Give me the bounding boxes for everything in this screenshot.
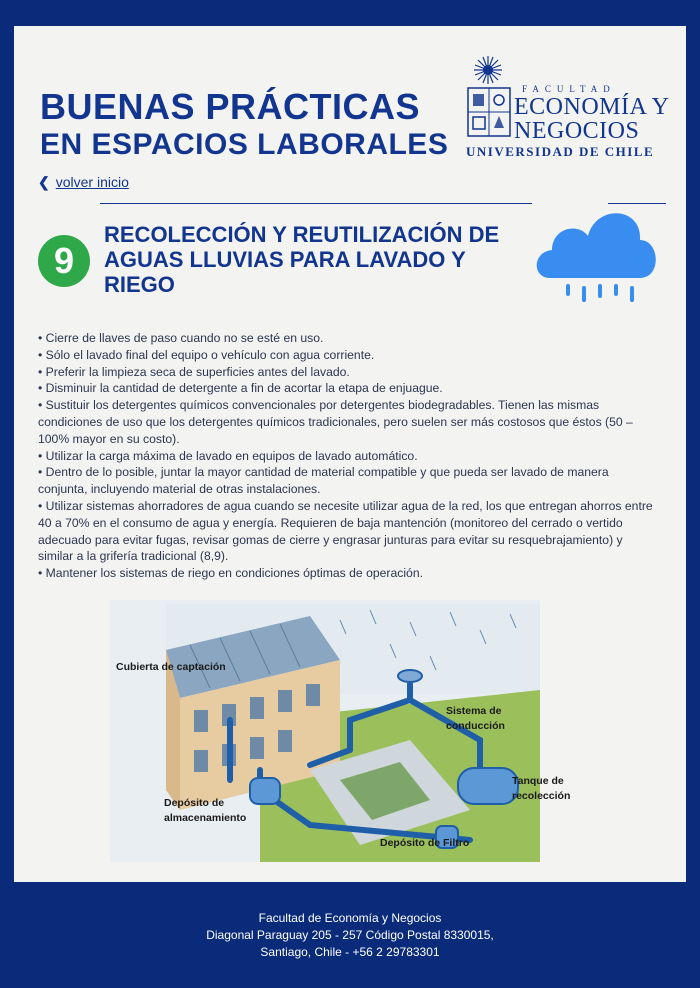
list-item: • Cierre de llaves de paso cuando no se esté en uso. [38,331,324,345]
list-item: • Preferir la limpieza seca de superficies antes del lavado. [38,364,350,379]
section-title: RECOLECCIÓN Y REUTILIZACIÓN DE AGUAS LLUVIAS PARA LAVADO Y RIEGO [104,222,500,297]
chevron-left-icon: ❮ [38,174,50,190]
footer [0,910,700,961]
star-emblem-icon [474,56,502,84]
list-item: • Utilizar la carga máxima de lavado en equipos de lavado automático. [38,448,418,463]
title-line-2: EN ESPACIOS LABORALES [40,128,449,161]
label-storage: Depósito de almacenamiento [164,797,247,824]
label-collection-tank: Tanque de recolección [512,775,571,802]
title-line-1: BUENAS PRÁCTICAS [40,86,421,127]
list-item: • Disminuir la cantidad de detergente a fin de acortar la etapa de enjuague. [38,381,443,396]
footer-line-1: Facultad de Economía y Negocios [258,911,442,925]
logo-line-2: NEGOCIOS [514,118,640,144]
section-number-badge: 9 [38,235,90,287]
label-filter: Depósito de Filtro [380,837,470,849]
page-title [40,88,448,164]
back-link[interactable] [38,174,129,191]
logo-facultad: FACULTAD [522,84,616,94]
label-conduction: Sistema de conducción [446,705,505,732]
practice-list [38,330,660,582]
list-item: • Sustituir los detergentes químicos convencionales por detergentes biodegradables. Tienen las mismas condiciones de uso que los detergentes químicos tradicionales, pero suelen ser más costosos que éstos (50 – 100% mayor en su costo). [38,398,633,446]
rain-cloud-icon [530,200,662,310]
list-item: • Dentro de lo posible, juntar la mayor cantidad de material compatible y que pueda ser lavado de manera conjunta, incluyendo material de otras instalaciones. [38,465,609,497]
list-item: • Sólo el lavado final del equipo o vehículo con agua corriente. [38,347,375,362]
back-link-label: volver inicio [55,174,129,190]
footer-line-3: Santiago, Chile - +56 2 29783301 [260,945,440,959]
footer-line-2: Diagonal Paraguay 205 - 257 Código Postal 8330015, [206,928,494,942]
rainwater-system-diagram [110,600,571,862]
divider-line [100,203,532,204]
logo-university: UNIVERSIDAD DE CHILE [466,144,655,159]
collection-tank-shape [458,768,518,804]
list-item: • Utilizar sistemas ahorradores de agua cuando se necesite utilizar agua de la red, los que entregan ahorros entre 40 a 70% en el consumo de agua y energía. Requieren de baja mantención (monitoreo del cerrado o vertido adecuado para evitar fugas, revisar gomas de cierre y engrasar junturas para evitar su resquebrajamiento) y similar a la grifería tradicional (8,9). [38,498,653,564]
label-roof: Cubierta de captación [116,661,226,673]
list-item: • Mantener los sistemas de riego en condiciones óptimas de operación. [38,566,424,581]
shield-icon [468,88,510,136]
logo-line-1: ECONOMÍA Y [514,94,670,120]
